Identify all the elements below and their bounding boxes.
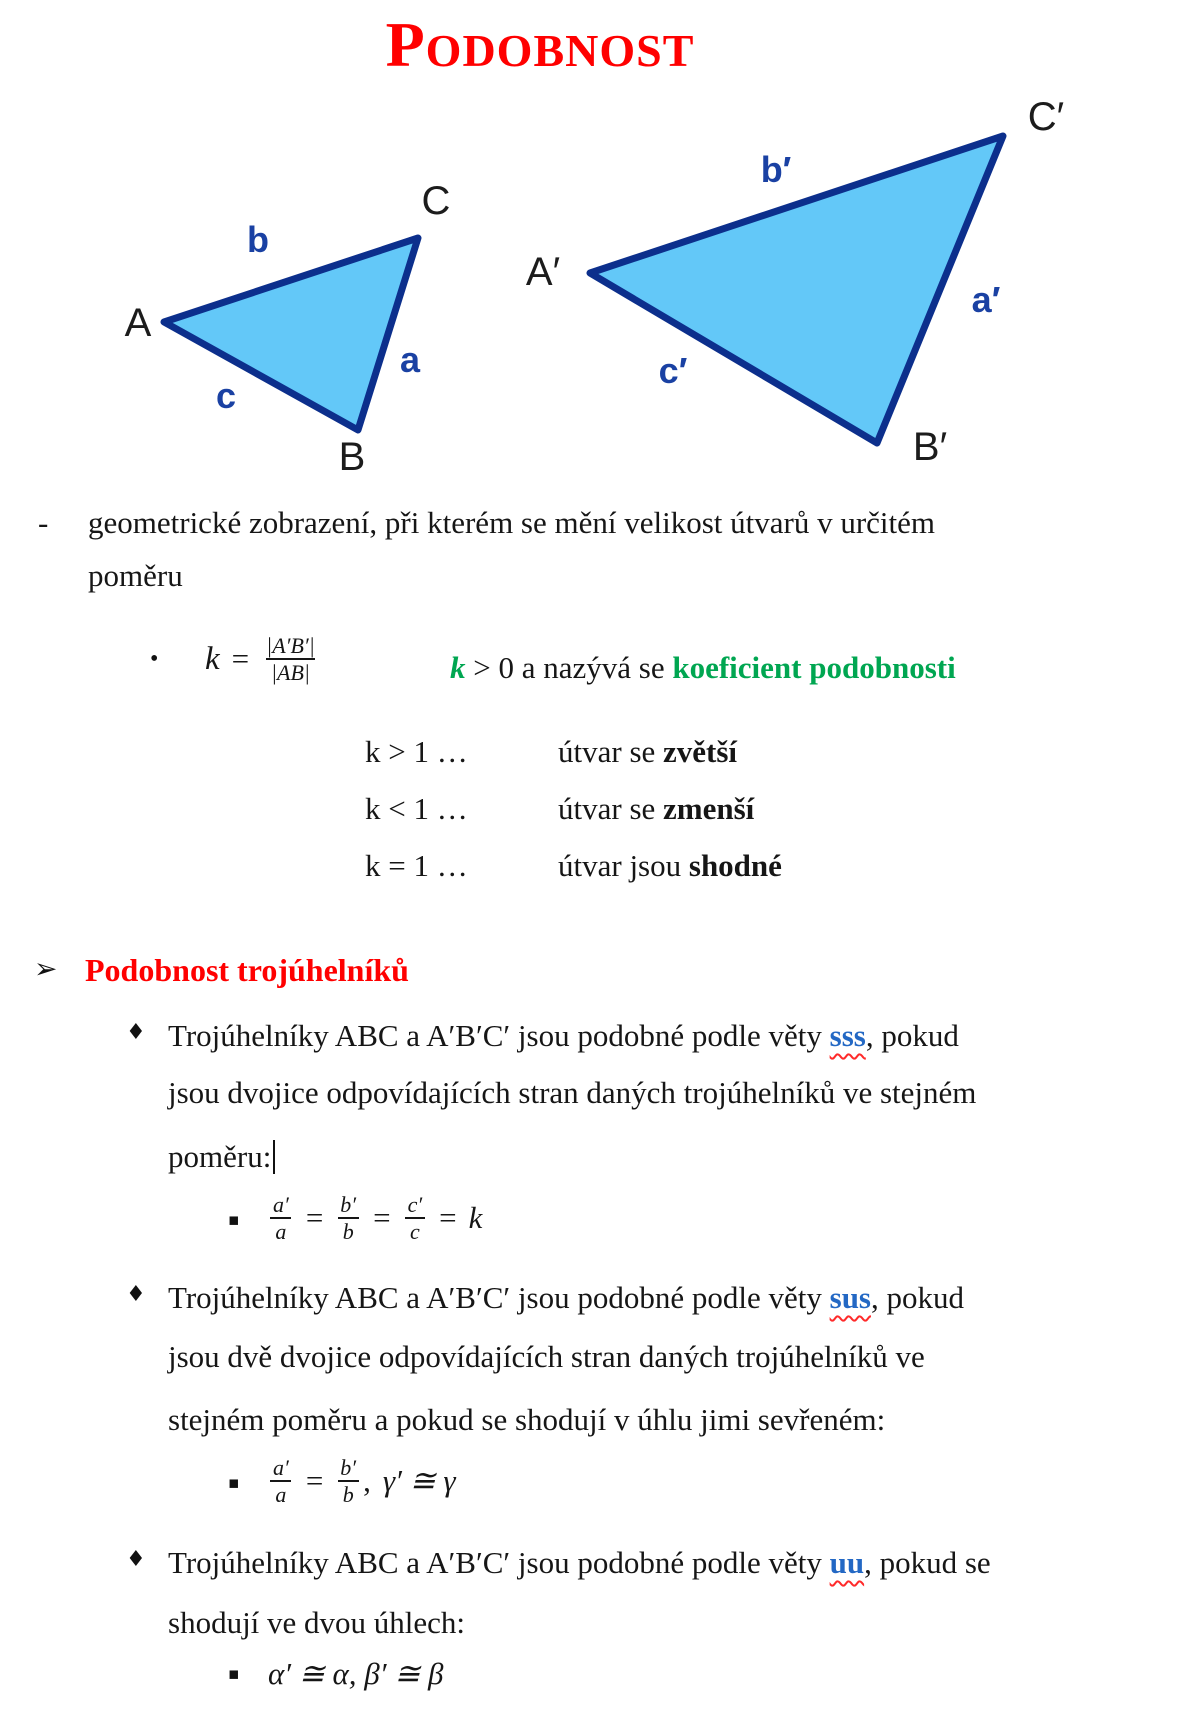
fraction [403, 1192, 428, 1244]
square-bullet-icon: ▪ [228, 1210, 240, 1230]
bullet-uu-line-1 [168, 1545, 991, 1581]
fraction-numerator: a′ [273, 1455, 289, 1480]
bullet-dot-icon: • [150, 646, 159, 672]
case-2-text [558, 791, 754, 827]
uu-formula: α′ ≅ α, β′ ≅ β [268, 1656, 444, 1691]
diamond-bullet-icon: ♦ [126, 1547, 146, 1572]
fraction [335, 1192, 361, 1244]
fraction-denominator: a [270, 1217, 291, 1244]
sss-term: sss [829, 1018, 866, 1053]
statement-middle: > 0 a nazývá se [465, 650, 673, 685]
sus-formula [268, 1455, 456, 1507]
angle-congruence: γ′ ≅ γ [382, 1463, 456, 1498]
sus-line1-post: , pokud [871, 1280, 964, 1315]
vertex-label-b: B [338, 435, 366, 479]
sus-term: sus [829, 1280, 871, 1315]
case-2-bold: zmenší [663, 791, 755, 826]
side-label-a-prime: a′ [971, 279, 1001, 320]
fraction-denominator: |AB| [266, 658, 315, 685]
triangle-abc [164, 238, 418, 430]
vertex-label-a: A [124, 301, 152, 345]
fraction [268, 1192, 294, 1244]
fraction-denominator: a [270, 1480, 291, 1507]
page-title: PODOBNOST [385, 9, 695, 80]
bullet-sus-line-2: jsou dvě dvojice odpovídajících stran daných trojúhelníků ve [168, 1339, 925, 1374]
intro-line-1: geometrické zobrazení, při kterém se mění velikost útvarů v určitém [88, 505, 936, 540]
side-label-c: c [215, 375, 237, 416]
bullet-sss-line-3 [168, 1139, 275, 1175]
uu-line1-pre: Trojúhelníky ABC a A′B′C′ jsou podobné podle věty [168, 1545, 830, 1580]
uu-line1-post: , pokud se [864, 1545, 991, 1580]
triangle-abc-prime [590, 136, 1003, 443]
square-bullet-icon: ▪ [228, 1664, 240, 1684]
side-label-a: a [399, 339, 421, 380]
fraction-numerator: |A′B′| [266, 633, 315, 658]
sss-line1-pre: Trojúhelníky ABC a A′B′C′ jsou podobné podle věty [168, 1018, 830, 1053]
diamond-bullet-icon: ♦ [126, 1282, 146, 1307]
equals-sign: = [439, 1200, 457, 1235]
coefficient-statement [450, 650, 956, 686]
fraction-denominator: c [405, 1217, 425, 1244]
fraction [268, 1455, 294, 1507]
triangles-figure [0, 0, 1200, 480]
fraction-numerator: a′ [273, 1192, 289, 1217]
fraction-denominator: b [338, 1217, 359, 1244]
bullet-sus-line-3: stejném poměru a pokud se shodují v úhlu jimi sevřeném: [168, 1402, 886, 1437]
intro-dash: - [38, 505, 49, 540]
case-2-condition: k < 1 … [365, 791, 468, 826]
sss-line3-text: poměru: [168, 1139, 272, 1174]
equals-sign: = [305, 1463, 324, 1498]
vertex-label-c: C [421, 179, 451, 223]
sss-formula [268, 1192, 482, 1244]
bullet-sss-line-1 [168, 1018, 959, 1054]
side-label-c-prime: c′ [658, 350, 688, 391]
arrow-bullet-icon: ➢ [34, 952, 58, 985]
fraction [261, 633, 320, 685]
intro-line-2: poměru [88, 558, 183, 593]
comma: , [363, 1463, 371, 1498]
side-label-b: b [247, 219, 269, 260]
coefficient-formula [205, 633, 320, 685]
case-1-text [558, 734, 737, 770]
diamond-bullet-icon: ♦ [126, 1020, 146, 1045]
text-cursor [273, 1140, 275, 1174]
vertex-label-c-prime: C′ [1027, 95, 1065, 139]
sss-line1-post: , pokud [865, 1018, 959, 1053]
formula-k: k [205, 640, 220, 677]
case-1-bold: zvětší [663, 734, 738, 769]
vertex-label-a-prime: A′ [525, 250, 561, 294]
case-2-plain: útvar se [558, 791, 664, 826]
fraction-numerator: c′ [407, 1192, 423, 1217]
case-3-bold: shodné [688, 848, 782, 883]
equals-sign: = [373, 1200, 391, 1235]
bullet-sss-line-2: jsou dvojice odpovídajících stran daných trojúhelníků ve stejném [168, 1075, 977, 1110]
case-1-plain: útvar se [558, 734, 664, 769]
fraction-numerator: b′ [340, 1192, 357, 1217]
fraction-numerator: b′ [340, 1455, 357, 1480]
formula-k: k [468, 1200, 483, 1235]
case-3-condition: k = 1 … [365, 848, 468, 883]
bullet-uu-line-2: shodují ve dvou úhlech: [168, 1605, 466, 1640]
case-3-plain: útvar jsou [558, 848, 689, 883]
equals-sign: = [305, 1200, 324, 1235]
uu-term: uu [829, 1545, 865, 1580]
case-3-text [558, 848, 782, 884]
coefficient-k: k [450, 650, 466, 685]
coefficient-term: koeficient podobnosti [672, 650, 956, 685]
case-1-condition: k > 1 … [365, 734, 468, 769]
sus-line1-pre: Trojúhelníky ABC a A′B′C′ jsou podobné podle věty [168, 1280, 830, 1315]
fraction-denominator: b [338, 1480, 359, 1507]
vertex-label-b-prime: B′ [912, 425, 948, 469]
fraction [335, 1455, 361, 1507]
section-heading: Podobnost trojúhelníků [85, 952, 409, 988]
equals-sign: = [231, 641, 250, 676]
square-bullet-icon: ▪ [228, 1473, 240, 1493]
bullet-sus-line-1 [168, 1280, 964, 1316]
side-label-b-prime: b′ [760, 149, 792, 190]
